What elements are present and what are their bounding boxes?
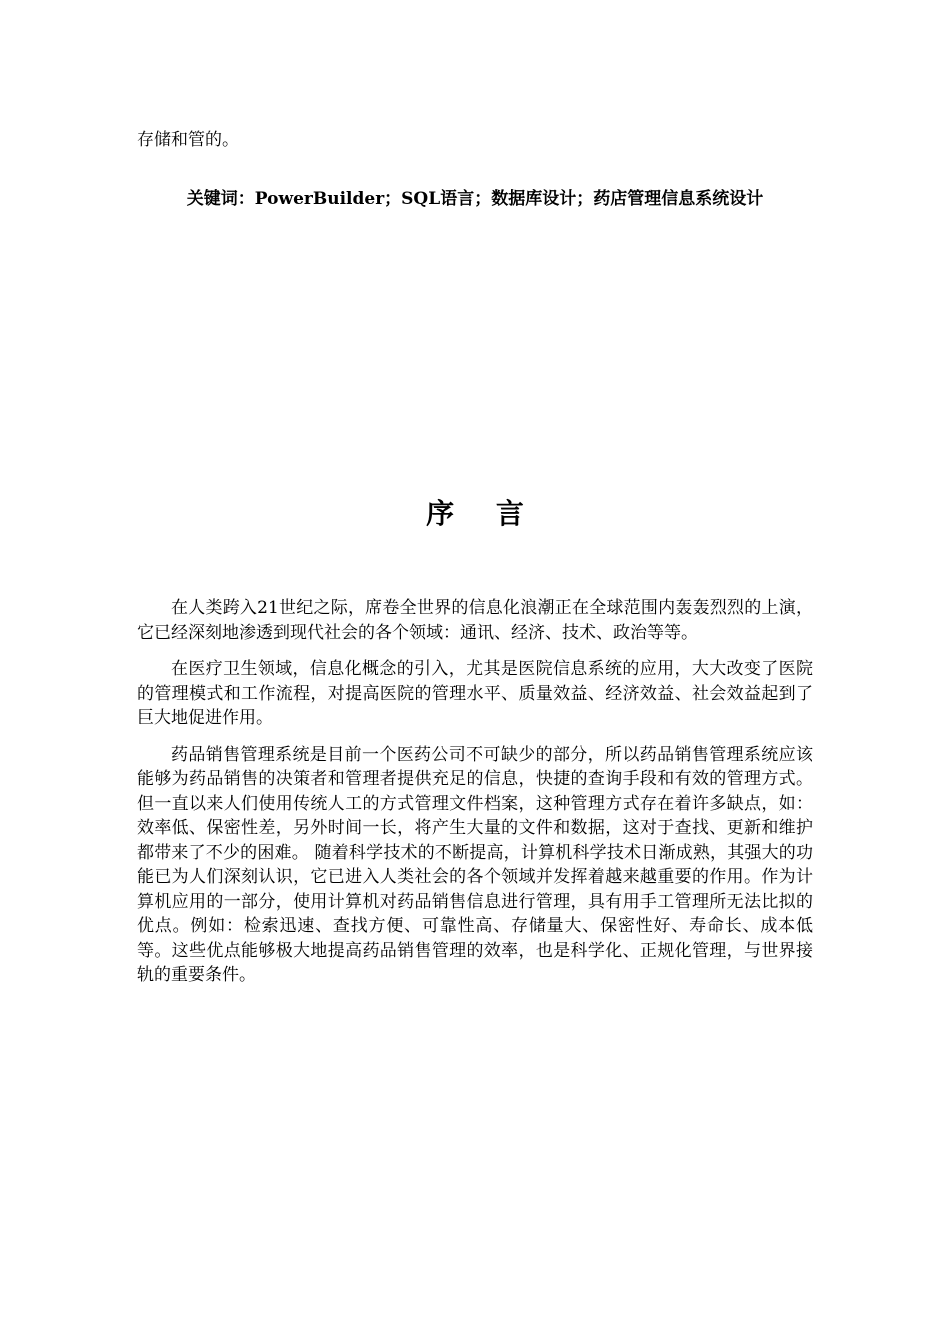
keywords-line: 关键词：PowerBuilder；SQL语言；数据库设计；药店管理信息系统设计 (186, 189, 764, 209)
paragraph-3: 药品销售管理系统是目前一个医药公司不可缺少的部分，所以药品销售管理系统应该能够为药品销售的决策者和管理者提供充足的信息，快捷的查询手段和有效的管理方式。但一直以来人们使用传统人工的方式管理文件档案，这种管理方式存在着许多缺点，如：效率低、保密性差，另外时间一长，将产生大量的文件和数据，这对于查找、更新和维护都带来了不少的困难。 随着科学技术的不断提高，计算机科学技术日渐成熟，其强大的功能已为人们深刻认识，它已进入人类社会的各个领域并发挥着越来越重要的作用。作为计算机应用的一部分，使用计算机对药品销售信息进行管理，具有用手工管理所无法比拟的优点。例如：检索迅速、查找方便、可靠性高、存储量大、保密性好、寿命长、成本低等。这些优点能够极大地提高药品销售管理的效率，也是科学化、正规化管理，与世界接轨的重要条件。 (137, 744, 813, 985)
preface-body (137, 596, 813, 1000)
section-title: 序 言 (426, 497, 540, 530)
paragraph-2: 在医疗卫生领域，信息化概念的引入，尤其是医院信息系统的应用，大大改变了医院的管理模式和工作流程，对提高医院的管理水平、质量效益、经济效益、社会效益起到了巨大地促进作用。 (137, 659, 813, 728)
continuation-text: 存储和管的。 (137, 130, 239, 150)
paragraph-1: 在人类跨入21世纪之际，席卷全世界的信息化浪潮正在全球范围内轰轰烈烈的上演，它已经深刻地渗透到现代社会的各个领域：通讯、经济、技术、政治等等。 (137, 598, 813, 643)
